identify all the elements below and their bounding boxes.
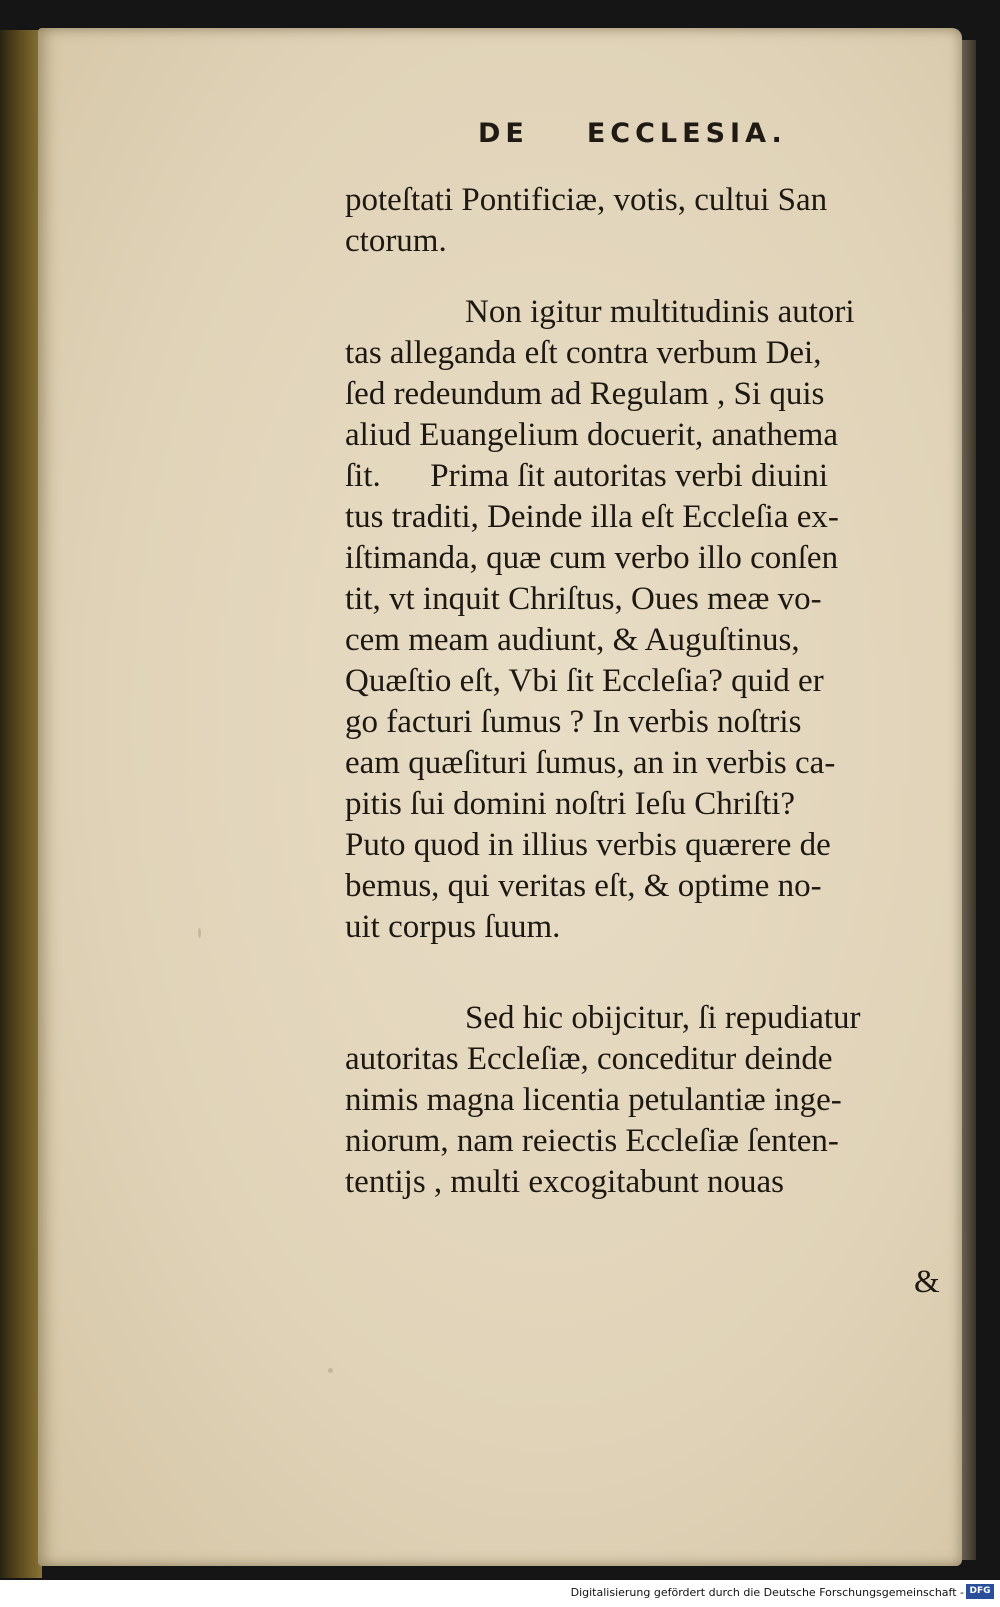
text-line: tit, vt inquit Chriſtus, Oues meæ vo- bbox=[345, 581, 822, 617]
paper-stain bbox=[328, 1368, 333, 1373]
text-line: autoritas Eccleſiæ, conceditur deinde bbox=[345, 1041, 833, 1077]
body-text bbox=[345, 180, 963, 1203]
text-line: aliud Euangelium docuerit, anathema bbox=[345, 417, 838, 453]
text-line: nimis magna licentia petulantiæ inge- bbox=[345, 1082, 842, 1118]
book-spine bbox=[0, 30, 42, 1578]
text-line: ſit. Prima ſit autoritas verbi diuini bbox=[345, 458, 829, 494]
header-word: DE bbox=[478, 118, 529, 149]
text-line: pitis ſui domini noſtri Ieſu Chriſti? bbox=[345, 786, 796, 822]
text-line: cem meam audiunt, & Auguſtinus, bbox=[345, 622, 800, 658]
page-edge bbox=[962, 40, 976, 1560]
text-line: ſed redeundum ad Regulam , Si quis bbox=[345, 376, 825, 412]
digitization-credit: Digitalisierung gefördert durch die Deutsche Forschungsgemeinschaft - bbox=[570, 1586, 964, 1599]
text-line: poteſtati Pontificiæ, votis, cultui San bbox=[345, 182, 828, 218]
text-line: Sed hic obijcitur, ſi repudiatur bbox=[465, 1000, 861, 1036]
dfg-logo: DFG bbox=[966, 1584, 994, 1599]
text-line: Quæſtio eſt, Vbi ſit Eccleſia? quid er bbox=[345, 663, 824, 699]
text-line: niorum, nam reiectis Eccleſiæ ſenten- bbox=[345, 1123, 839, 1159]
header-word: ECCLESIA. bbox=[586, 118, 787, 149]
running-header bbox=[478, 118, 858, 149]
text-line: uit corpus ſuum. bbox=[345, 909, 561, 945]
text-line: ctorum. bbox=[345, 223, 447, 259]
paper-stain bbox=[198, 928, 201, 938]
text-line: tas alleganda eſt contra verbum Dei, bbox=[345, 335, 822, 371]
text-line: eam quæſituri ſumus, an in verbis ca- bbox=[345, 745, 836, 781]
catchword: & bbox=[914, 1264, 940, 1300]
text-line: iſtimanda, quæ cum verbo illo conſen bbox=[345, 540, 839, 576]
footer-bar bbox=[0, 1580, 1000, 1607]
text-line: tentijs , multi excogitabunt nouas bbox=[345, 1164, 785, 1200]
text-line: tus traditi, Deinde illa eſt Eccleſia ex- bbox=[345, 499, 839, 535]
text-line: Non igitur multitudinis autori bbox=[465, 294, 855, 330]
text-line: Puto quod in illius verbis quærere de bbox=[345, 827, 831, 863]
text-line: bemus, qui veritas eſt, & optime no- bbox=[345, 868, 822, 904]
text-line: go facturi ſumus ? In verbis noſtris bbox=[345, 704, 802, 740]
